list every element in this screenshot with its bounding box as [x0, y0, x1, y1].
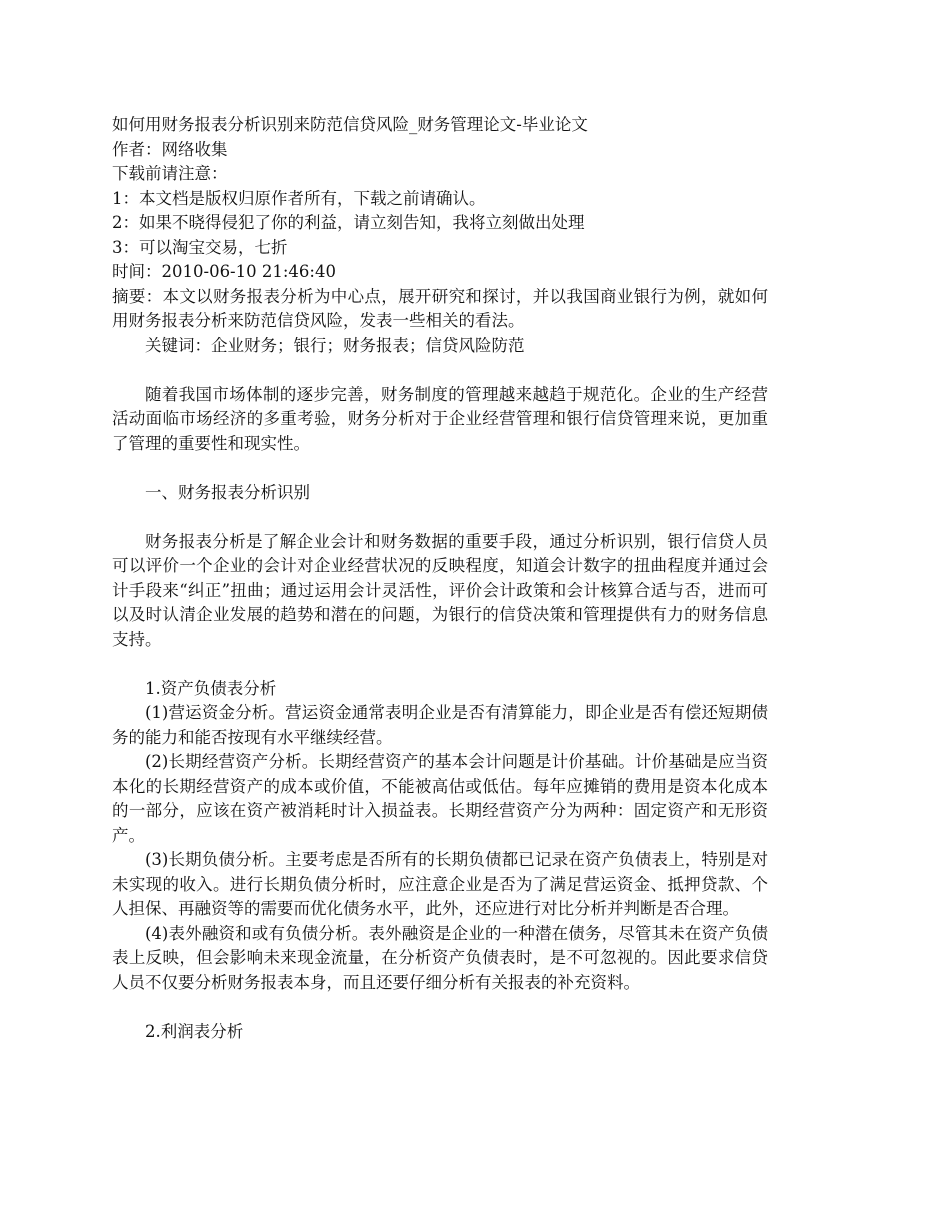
abstract-paragraph: 摘要：本文以财务报表分析为中心点，展开研究和探讨，并以我国商业银行为例，就如何用财务报表分析来防范信贷风险，发表一些相关的看法。: [112, 286, 768, 330]
subsection-heading-balance-sheet: 1.资产负债表分析: [145, 678, 277, 698]
balance-item-2: (2)长期经营资产分析。长期经营资产的基本会计问题是计价基础。计价基础是应当资本化的长期经营资产的成本或价值，不能被高估或低估。每年应摊销的费用是资本化成本的一部分，应该在资产被消耗时计入损益表。长期经营资产分为两种：固定资产和无形资产。: [112, 752, 768, 845]
keywords-line: 关键词：企业财务；银行；财务报表；信贷风险防范: [145, 335, 525, 355]
document-page: [112, 113, 768, 1044]
balance-item-1: (1)营运资金分析。营运资金通常表明企业是否有清算能力，即企业是否有偿还短期债务的能力和能否按现有水平继续经营。: [112, 703, 768, 747]
section-1-paragraph: 财务报表分析是了解企业会计和财务数据的重要手段，通过分析识别，银行信贷人员可以评价一个企业的会计对企业经营状况的反映程度，知道会计数字的扭曲程度并通过会计手段来“纠正”扭曲；通过运用会计灵活性，评价会计政策和会计核算合适与否，进而可以及时认清企业发展的趋势和潜在的问题，为银行的信贷决策和管理提供有力的财务信息支持。: [112, 531, 768, 649]
notice-item-2: 2：如果不晓得侵犯了你的利益，请立刻告知，我将立刻做出处理: [112, 213, 585, 232]
author-line: 作者：网络收集: [112, 139, 228, 159]
timestamp-line: 时间：2010-06-10 21:46:40: [112, 262, 336, 281]
notice-item-1: 1：本文档是版权归原作者所有，下载之前请确认。: [112, 188, 486, 208]
subsection-heading-income-statement: 2.利润表分析: [145, 1021, 244, 1041]
intro-paragraph: 随着我国市场体制的逐步完善，财务制度的管理越来越趋于规范化。企业的生产经营活动面临市场经济的多重考验，财务分析对于企业经营管理和银行信贷管理来说，更加重了管理的重要性和现实性。: [112, 384, 768, 453]
notice-heading: 下载前请注意：: [112, 164, 228, 183]
document-title: 如何用财务报表分析识别来防范信贷风险_财务管理论文-毕业论文: [112, 115, 588, 134]
notice-item-3: 3：可以淘宝交易，七折: [112, 237, 288, 257]
balance-item-4: (4)表外融资和或有负债分析。表外融资是企业的一种潜在债务，尽管其未在资产负债表上反映，但会影响未来现金流量，在分析资产负债表时，是不可忽视的。因此要求信贷人员不仅要分析财务报表本身，而且还要仔细分析有关报表的补充资料。: [112, 923, 768, 992]
balance-item-3: (3)长期负债分析。主要考虑是否所有的长期负债都已记录在资产负债表上，特别是对未实现的收入。进行长期负债分析时，应注意企业是否为了满足营运资金、抵押贷款、个人担保、再融资等的需要而优化债务水平，此外，还应进行对比分析并判断是否合理。: [112, 850, 768, 918]
section-heading-1: 一、财务报表分析识别: [145, 482, 310, 502]
